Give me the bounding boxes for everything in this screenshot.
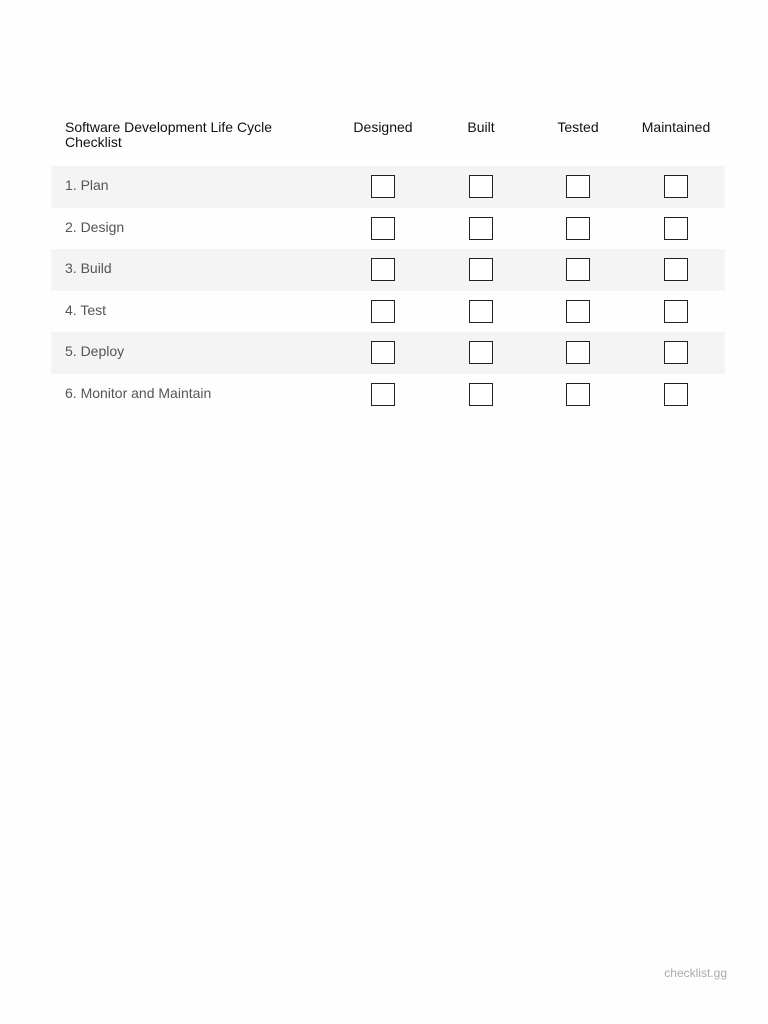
checkbox-design-maintained[interactable] (664, 217, 688, 240)
column-header-maintained: Maintained (641, 119, 711, 135)
checklist-title: Software Development Life Cycle Checklist (65, 119, 272, 150)
checkbox-monitor-tested[interactable] (566, 383, 590, 406)
checkbox-test-built[interactable] (469, 300, 493, 323)
row-label: 6. Monitor and Maintain (65, 384, 212, 401)
checkbox-monitor-built[interactable] (469, 383, 493, 406)
row-label: 1. Plan (65, 177, 109, 193)
checklist-table (51, 118, 725, 416)
checkbox-build-built[interactable] (469, 258, 493, 281)
checkbox-plan-maintained[interactable] (664, 175, 688, 198)
checkbox-monitor-maintained[interactable] (664, 383, 688, 406)
column-header-designed: Designed (353, 119, 413, 135)
checkbox-test-designed[interactable] (371, 300, 395, 323)
checkbox-plan-designed[interactable] (371, 175, 395, 198)
checkbox-plan-built[interactable] (469, 175, 493, 198)
checklist-row-plan (51, 166, 725, 208)
column-header-tested: Tested (557, 119, 599, 135)
checkbox-build-designed[interactable] (371, 258, 395, 281)
checkbox-deploy-designed[interactable] (371, 341, 395, 364)
header-row (51, 118, 725, 166)
checkbox-deploy-maintained[interactable] (664, 341, 688, 364)
checkbox-deploy-tested[interactable] (566, 341, 590, 364)
checkbox-build-maintained[interactable] (664, 258, 688, 281)
checklist-row-build (51, 249, 725, 291)
checkbox-test-maintained[interactable] (664, 300, 688, 323)
checklist-row-deploy (51, 332, 725, 374)
column-header-built: Built (467, 119, 495, 135)
checkbox-deploy-built[interactable] (469, 341, 493, 364)
checkbox-monitor-designed[interactable] (371, 383, 395, 406)
row-label: 3. Build (65, 260, 112, 277)
row-label: 2. Design (65, 218, 125, 235)
row-label: 5. Deploy (65, 343, 125, 360)
checklist-row-monitor-and-maintain (51, 374, 725, 416)
checkbox-plan-tested[interactable] (566, 175, 590, 198)
checkbox-design-built[interactable] (469, 217, 493, 240)
checkbox-design-designed[interactable] (371, 217, 395, 240)
checkbox-test-tested[interactable] (566, 300, 590, 323)
checklist-row-design (51, 208, 725, 250)
row-label: 4. Test (65, 301, 106, 318)
checkbox-build-tested[interactable] (566, 258, 590, 281)
checkbox-design-tested[interactable] (566, 217, 590, 240)
footer-brand: checklist.gg (664, 966, 727, 980)
checklist-row-test (51, 291, 725, 333)
